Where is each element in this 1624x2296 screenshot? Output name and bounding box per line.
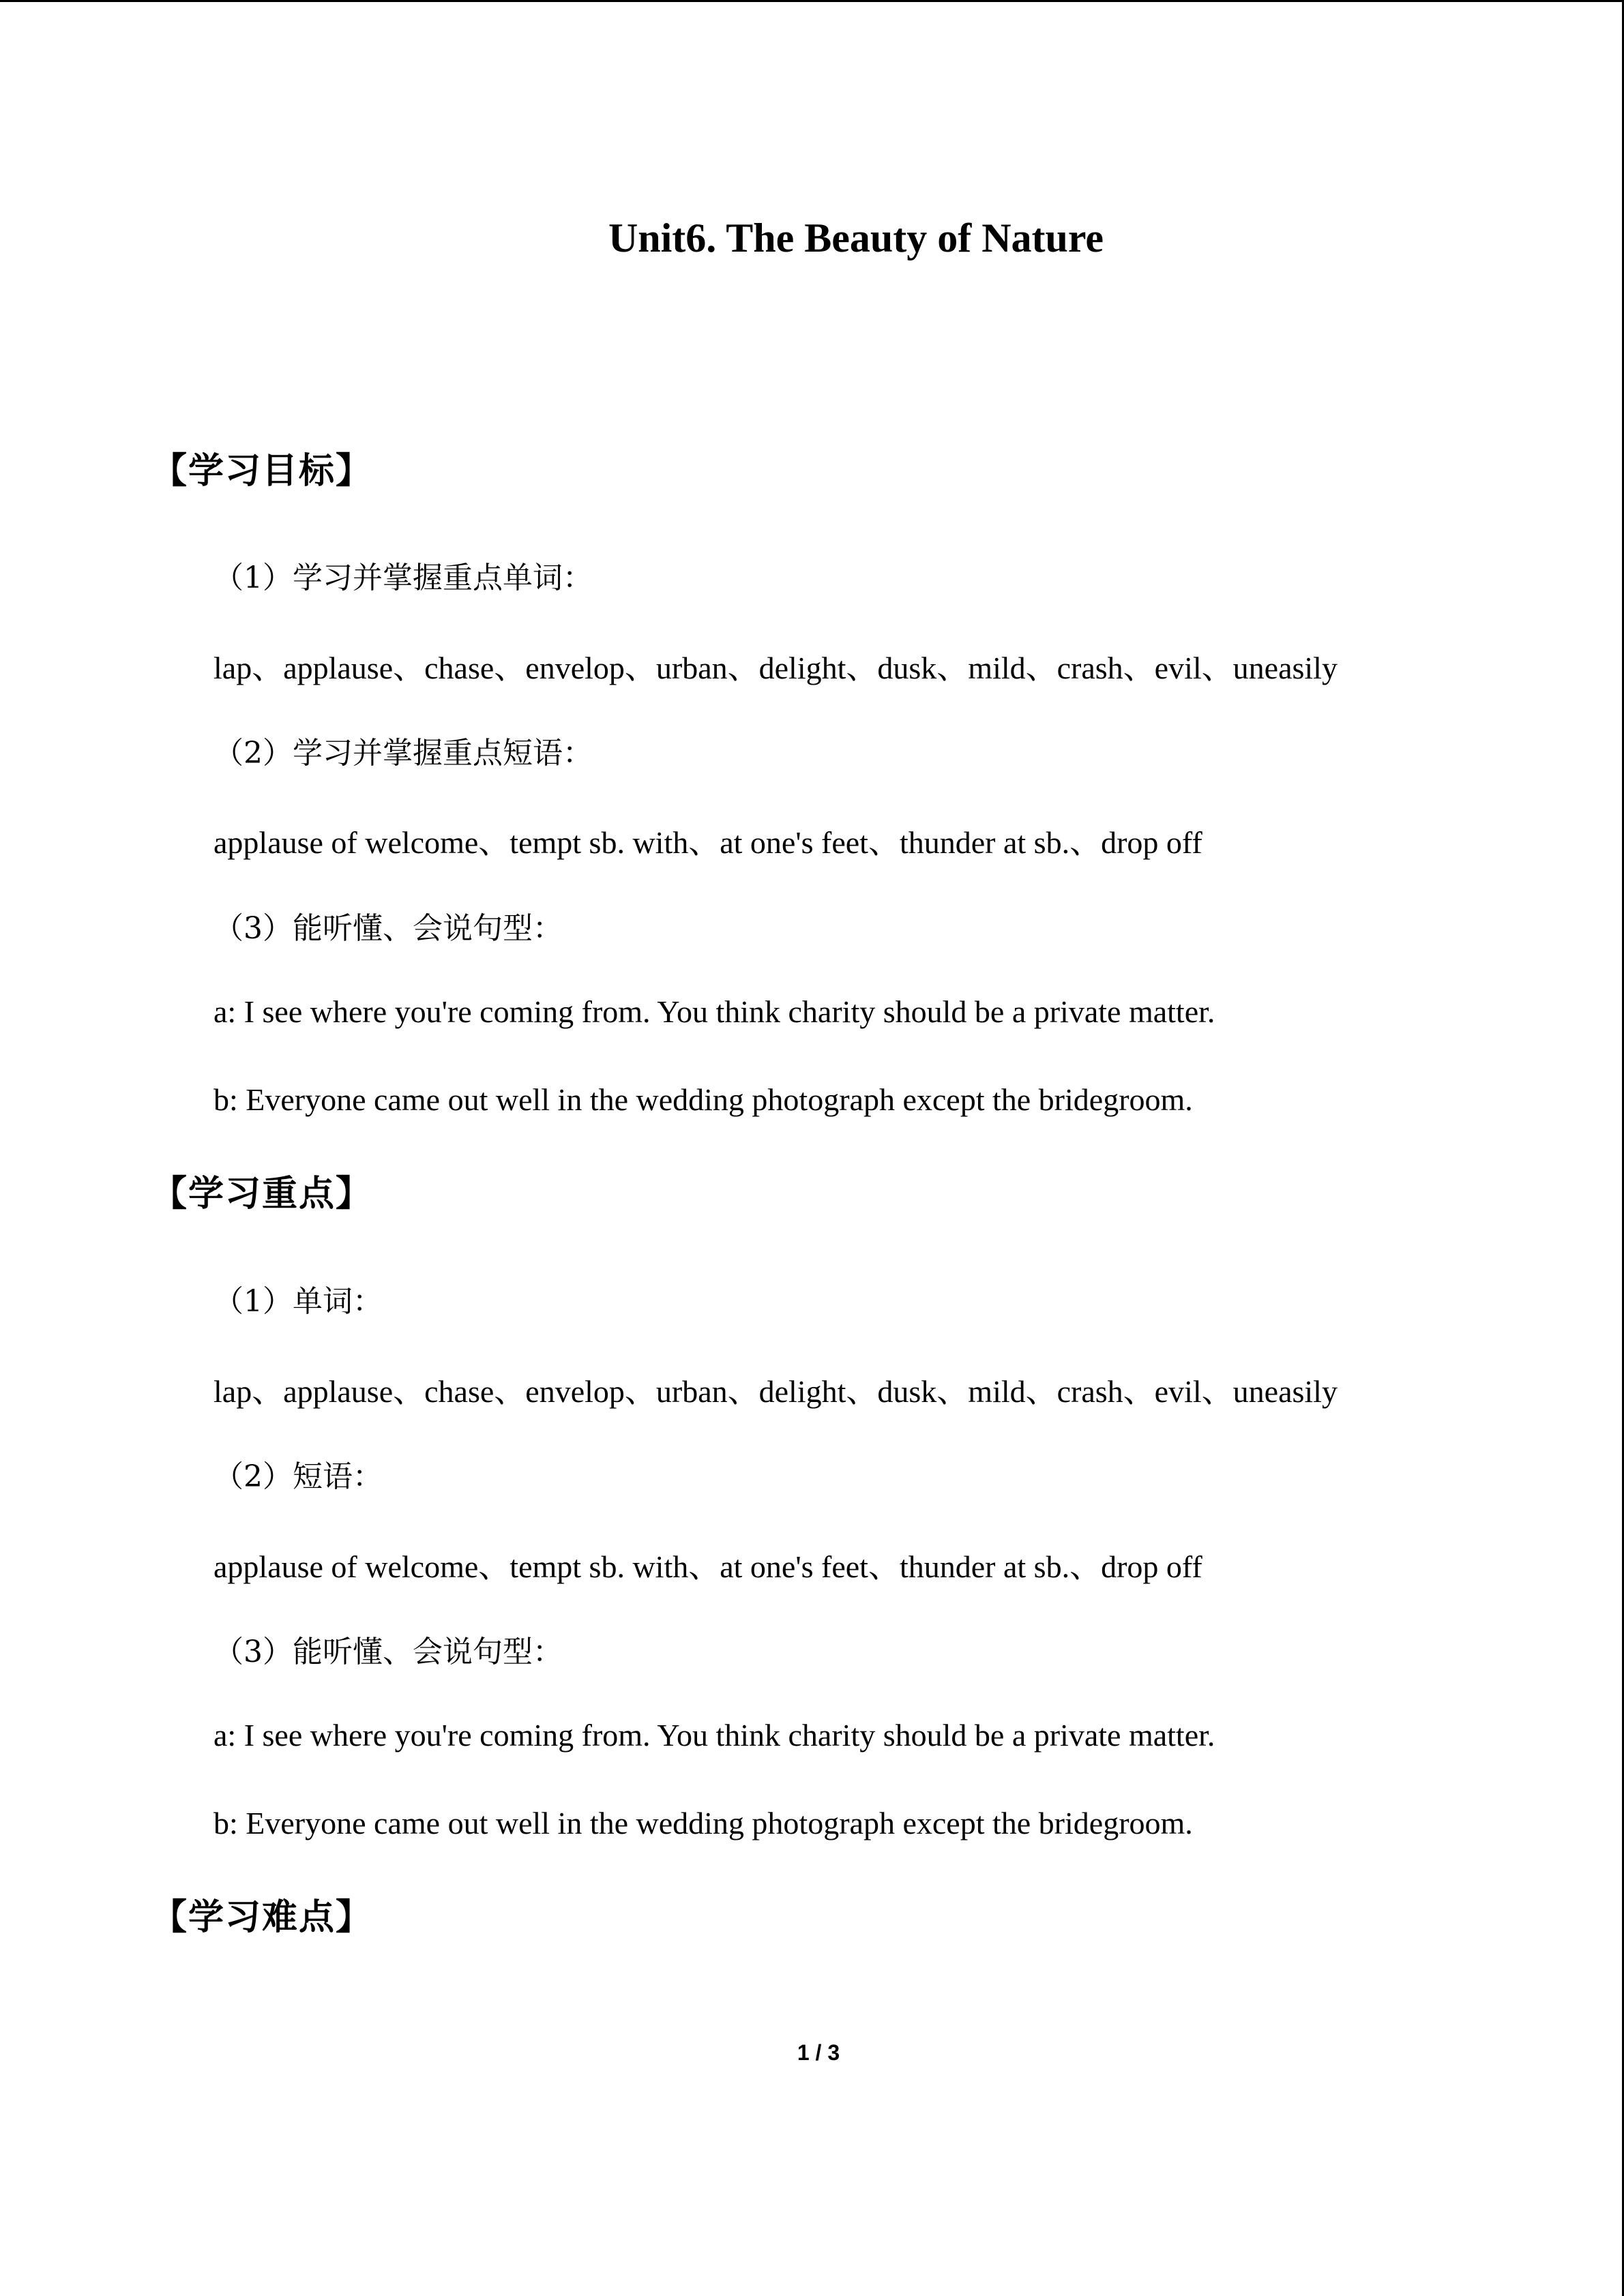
page-number: 1 / 3 xyxy=(797,2040,840,2065)
page-border-top xyxy=(0,0,1624,2)
objectives-sentence-b: b: Everyone came out well in the wedding photograph except the bridegroom. xyxy=(213,1082,1193,1117)
key-points-words-list: lap、applause、chase、envelop、urban、delight、dusk、mild、crash、evil、uneasily xyxy=(213,1374,1338,1409)
document-title: Unit6. The Beauty of Nature xyxy=(608,215,1104,260)
section-heading-difficulties: 【学习难点】 xyxy=(151,1897,373,1938)
section-heading-key-points: 【学习重点】 xyxy=(151,1174,373,1214)
objectives-words-list: lap、applause、chase、envelop、urban、delight、dusk、mild、crash、evil、uneasily xyxy=(213,651,1338,685)
objectives-words-label: （1）学习并掌握重点单词： xyxy=(213,561,593,595)
key-points-phrases-list: applause of welcome、tempt sb. with、at one's feet、thunder at sb.、drop off xyxy=(213,1549,1202,1584)
key-points-sentences-label: （3）能听懂、会说句型： xyxy=(213,1635,563,1669)
key-points-words-label: （1）单词： xyxy=(213,1284,383,1319)
objectives-sentences-label: （3）能听懂、会说句型： xyxy=(213,911,563,946)
objectives-sentence-a: a: I see where you're coming from. You think charity should be a private matter. xyxy=(213,994,1215,1029)
key-points-sentence-a: a: I see where you're coming from. You think charity should be a private matter. xyxy=(213,1718,1215,1753)
objectives-phrases-label: （2）学习并掌握重点短语： xyxy=(213,736,593,771)
objectives-phrases-list: applause of welcome、tempt sb. with、at one's feet、thunder at sb.、drop off xyxy=(213,825,1202,860)
section-heading-objectives: 【学习目标】 xyxy=(151,451,373,492)
key-points-sentence-b: b: Everyone came out well in the wedding photograph except the bridegroom. xyxy=(213,1806,1193,1840)
key-points-phrases-label: （2）短语： xyxy=(213,1459,383,1494)
